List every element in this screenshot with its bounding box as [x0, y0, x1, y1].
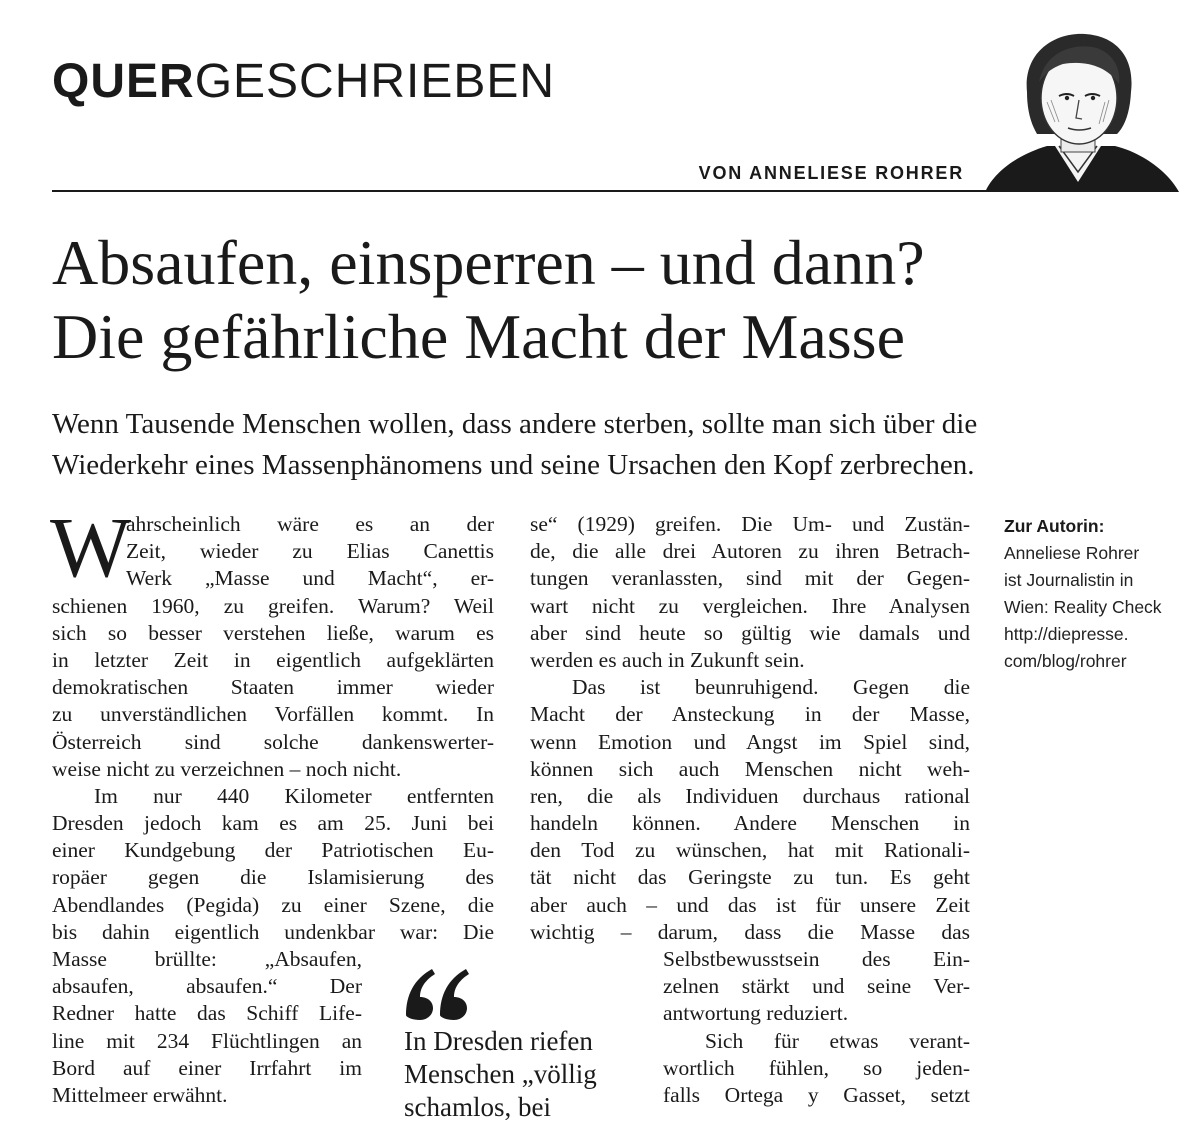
text-line: Selbstbewusstsein des Ein- [663, 947, 970, 971]
rubric-light: GESCHRIEBEN [194, 55, 556, 108]
article-column-1-narrow [52, 946, 362, 1109]
text-line: wenn Emotion und Angst im Spiel sind, [530, 729, 970, 754]
headline-line: Die gefährliche Macht der Masse [52, 301, 905, 372]
text-line: Redner hatte das Schiff Life- [52, 1001, 362, 1026]
text-line: Werk „Masse und Macht“, er- [126, 566, 494, 591]
rubric-bold: QUER [52, 55, 195, 108]
author-info-line: ist Journalistin in [1004, 570, 1134, 590]
author-blog-link[interactable]: com/blog/rohrer [1004, 651, 1127, 671]
text-line: zelnen stärkt und seine Ver- [663, 974, 970, 999]
text-line: de, die alle drei Autoren zu ihren Betrach- [530, 539, 970, 564]
article-column-1 [52, 511, 494, 946]
pull-quote-line: In Dresden riefen [404, 1026, 593, 1056]
text-line: in letzter Zeit in eigentlich aufgeklärten [52, 647, 494, 672]
text-line: aber auch – und das ist für unsere Zeit [530, 892, 970, 917]
text-line: wortlich fühlen, so jeden- [663, 1055, 970, 1080]
author-info-line: Wien: Reality Check [1004, 597, 1162, 617]
text-line: aber sind heute so gültig wie damals und [530, 620, 970, 645]
text-line: ropäer gegen die Islamisierung des [52, 865, 494, 890]
text-line: schienen 1960, zu greifen. Warum? Weil [52, 593, 494, 618]
text-line: handeln können. Andere Menschen in [530, 811, 970, 836]
text-line: Abendlandes (Pegida) zu einer Szene, die [52, 892, 494, 917]
teaser [52, 404, 977, 486]
text-line: bis dahin eigentlich undenkbar war: Die [52, 919, 494, 944]
text-line: Das ist beunruhigend. Gegen die [572, 675, 970, 700]
author-blog-link[interactable]: http://diepresse. [1004, 624, 1129, 644]
teaser-line: Wiederkehr eines Massenphänomens und seine Ursachen den Kopf zerbrechen. [52, 449, 975, 481]
text-line: den Tod zu wünschen, hat mit Rationali- [530, 838, 970, 863]
text-line: zu unverständlichen Vorfällen kommt. In [52, 702, 494, 727]
text-line: line mit 234 Flüchtlingen an [52, 1028, 362, 1053]
pull-quote-line: Menschen „völlig [404, 1059, 597, 1089]
text-line: se“ (1929) greifen. Die Um- und Zustän- [530, 512, 970, 536]
article-column-2-narrow [663, 946, 970, 1109]
quote-mark-icon [402, 965, 472, 1021]
text-line: Dresden jedoch kam es am 25. Juni bei [52, 811, 494, 836]
pull-quote [404, 1025, 597, 1124]
text-line: wart nicht zu vergleichen. Ihre Analysen [530, 593, 970, 618]
text-line: Zeit, wieder zu Elias Canettis [126, 539, 494, 564]
text-line: antwortung reduziert. [663, 1001, 849, 1026]
text-line: tungen veranlassten, sind mit der Gegen- [530, 566, 970, 591]
author-portrait-drawing [975, 22, 1180, 192]
text-line: Im nur 440 Kilometer entfernten [94, 783, 494, 808]
text-line: sich so besser verstehen ließe, warum es [52, 620, 494, 645]
headline-line: Absaufen, einsperren – und dann? [52, 227, 925, 298]
text-line: Österreich sind solche dankenswerter- [52, 729, 494, 754]
text-line: können sich auch Menschen nicht weh- [530, 756, 970, 781]
pull-quote-line: schamlos, bei [404, 1092, 551, 1122]
text-line: absaufen, absaufen.“ Der [52, 974, 362, 999]
author-info-line: Anneliese Rohrer [1004, 543, 1140, 563]
text-line: Masse brüllte: „Absaufen, [52, 947, 362, 971]
text-line: wichtig – darum, dass die Masse das [530, 919, 970, 944]
text-line: einer Kundgebung der Patriotischen Eu- [52, 838, 494, 863]
article-column-2 [530, 511, 970, 946]
text-line: Bord auf einer Irrfahrt im [52, 1055, 362, 1080]
text-line: demokratischen Staaten immer wieder [52, 675, 494, 700]
text-line: ren, die als Individuen durchaus rational [530, 783, 970, 808]
column-rubric [52, 55, 556, 108]
author-info-title: Zur Autorin: [1004, 516, 1105, 536]
text-line: Macht der Ansteckung in der Masse, [530, 702, 970, 727]
author-info-box [1004, 513, 1162, 675]
author-byline: VON ANNELIESE ROHRER [698, 163, 964, 183]
text-line: werden es auch in Zukunft sein. [530, 647, 805, 672]
drop-cap: W [50, 499, 132, 595]
text-line: Sich für etwas verant- [705, 1028, 970, 1053]
text-line: falls Ortega y Gasset, setzt [663, 1082, 970, 1107]
headline [52, 226, 925, 374]
text-line: weise nicht zu verzeichnen – noch nicht. [52, 756, 402, 781]
text-line: ahrscheinlich wäre es an der [126, 512, 494, 536]
teaser-line: Wenn Tausende Menschen wollen, dass andere sterben, sollte man sich über die [52, 408, 978, 440]
text-line: tät nicht das Geringste zu tun. Es geht [530, 865, 970, 890]
text-line: Mittelmeer erwähnt. [52, 1082, 228, 1107]
